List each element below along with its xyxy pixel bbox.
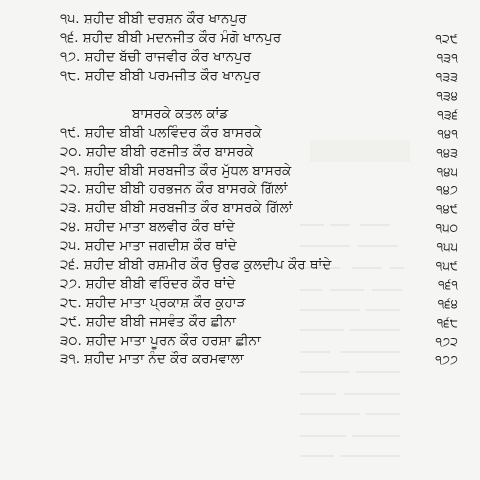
toc-entry (0, 142, 480, 161)
entry-title: ੧੮. ਸ਼ਹੀਦ ਬੀਬੀ ਪਰਮਜੀਤ ਕੌਰ ਖਾਨਪੁਰ (60, 68, 261, 85)
entry-title: ੨੮. ਸ਼ਹੀਦ ਮਾਤਾ ਪ੍ਰਕਾਸ਼ ਕੌਰ ਕੁਹਾੜ (60, 294, 246, 311)
toc-entry (0, 218, 480, 237)
entry-page: ੧੨੯ (435, 31, 458, 47)
toc-entry (0, 293, 480, 312)
toc-entry (0, 10, 480, 29)
entry-page: ੧੭੭ (435, 352, 458, 368)
entry-page: ੧੩੩ (435, 69, 458, 85)
entry-title: ੨੨. ਸ਼ਹੀਦ ਬੀਬੀ ਹਰਭਜਨ ਕੌਰ ਬਾਸਰਕੇ ਗਿੱਲਾਂ (60, 181, 288, 198)
entry-page: ੧੬੮ (436, 314, 458, 330)
entry-page: ੧੬੧ (438, 276, 458, 292)
entry-title: ੨੭. ਸ਼ਹੀਦ ਬੀਬੀ ਵਰਿੰਦਰ ਕੌਰ ਥਾਂਦੇ (60, 275, 236, 292)
entry-page: ੧੪੩ (436, 144, 458, 160)
entry-page: ੧੩੪ (436, 87, 458, 103)
entry-page: ੧੭੨ (435, 333, 458, 349)
toc-entry (0, 312, 480, 331)
toc-entry (0, 123, 480, 142)
toc-entry (0, 29, 480, 48)
section-title: ਬਾਸਰਕੇ ਕਤਲ ਕਾਂਡ (132, 105, 229, 122)
toc-entry (0, 274, 480, 293)
entry-title: ੧੫. ਸ਼ਹੀਦ ਬੀਬੀ ਦਰਸ਼ਨ ਕੌਰ ਖਾਨਪੁਰ (60, 11, 247, 28)
toc-entry (0, 48, 480, 67)
toc-entry (0, 67, 480, 86)
entry-title: ੧੭. ਸ਼ਹੀਦ ਬੱਚੀ ਰਾਜਵੀਰ ਕੌਰ ਖਾਨਪੁਰ (60, 49, 252, 66)
toc-entry (0, 237, 480, 256)
entry-title: ੧੯. ਸ਼ਹੀਦ ਬੀਬੀ ਪਲਵਿੰਦਰ ਕੌਰ ਬਾਸਰਕੇ (60, 124, 262, 141)
toc-entry (0, 161, 480, 180)
toc-section-heading (0, 104, 480, 123)
entry-page: ੧੪੯ (435, 201, 458, 217)
entry-page: ੧੫੯ (435, 257, 458, 273)
toc-entry (0, 350, 480, 369)
entry-title: ੨੦. ਸ਼ਹੀਦ ਬੀਬੀ ਰਣਜੀਤ ਕੌਰ ਬਾਸਰਕੇ (60, 143, 254, 160)
entry-page: ੧੩੬ (437, 106, 458, 122)
entry-page: ੧੫੦ (435, 220, 458, 236)
entry-page: ੧੩੧ (436, 50, 458, 66)
entry-title: ੩੦. ਸ਼ਹੀਦ ਮਾਤਾ ਪੂਰਨ ਕੌਰ ਹਰਸ਼ਾ ਛੀਨਾ (60, 332, 261, 349)
entry-title: ੨੪. ਸ਼ਹੀਦ ਮਾਤਾ ਬਲਵੀਰ ਕੌਰ ਥਾਂਦੇ (60, 219, 235, 236)
entry-page: ੧੪੫ (436, 163, 458, 179)
entry-page: ੧੪੭ (435, 182, 458, 198)
toc-entry (0, 331, 480, 350)
toc-entry (0, 180, 480, 199)
entry-title: ੧੬. ਸ਼ਹੀਦ ਬੀਬੀ ਮਦਨਜੀਤ ਕੌਰ ਮੰਗੋ ਖਾਨਪੁਰ (60, 30, 282, 47)
entry-title: ੨੬. ਸ਼ਹੀਦ ਬੀਬੀ ਰਸ਼ਮੀਰ ਕੌਰ ਉਰਫ ਕੁਲਦੀਪ ਕੌਰ ਥਾਂਦੇ (60, 256, 332, 273)
entry-page: ੧੪੧ (437, 125, 458, 141)
entry-page: ੧੬੪ (437, 295, 458, 311)
entry-title: ੨੧. ਸ਼ਹੀਦ ਬੀਬੀ ਸਰਬਜੀਤ ਕੌਰ ਮੁੱਧਲ ਬਾਸਰਕੇ (60, 162, 292, 179)
toc-entry (0, 86, 480, 105)
entry-page: ੧੫੫ (436, 239, 458, 255)
toc-entry (0, 256, 480, 275)
entry-title: ੨੩. ਸ਼ਹੀਦ ਬੀਬੀ ਸਰਬਜੀਤ ਕੌਰ ਬਾਸਰਕੇ ਗਿੱਲਾਂ (60, 200, 293, 217)
entry-title: ੨੫. ਸ਼ਹੀਦ ਮਾਤਾ ਜਗਦੀਸ਼ ਕੌਰ ਥਾਂਦੇ (60, 238, 237, 255)
toc-entry (0, 199, 480, 218)
entry-title: ੨੯. ਸ਼ਹੀਦ ਬੀਬੀ ਜਸਵੰਤ ਕੌਰ ਛੀਨਾ (60, 313, 236, 330)
entry-title: ੩੧. ਸ਼ਹੀਦ ਮਾਤਾ ਨੰਦ ਕੌਰ ਕਰਮਵਾਲਾ (60, 351, 244, 368)
table-of-contents (0, 10, 480, 369)
